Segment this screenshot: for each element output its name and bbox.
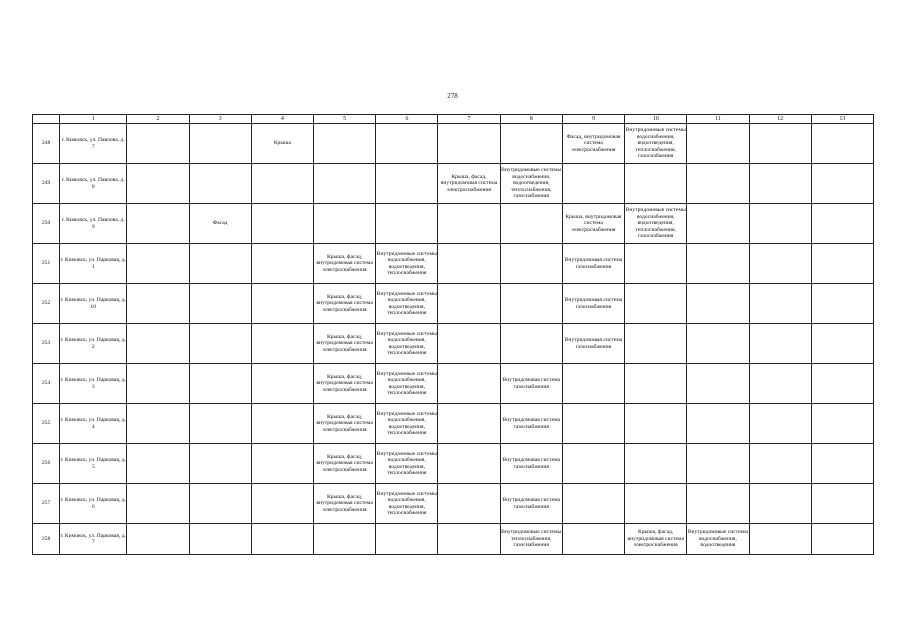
- work-cell: [749, 404, 811, 444]
- work-cell: [687, 364, 749, 404]
- header-cell: 11: [687, 115, 749, 124]
- work-cell: [189, 244, 251, 284]
- work-cell: [438, 444, 500, 484]
- work-cell: Фасад, внутридомовая система электроснабжения: [562, 124, 624, 164]
- header-cell: 1: [60, 115, 127, 124]
- work-cell: Крыша, фасад, внутридомовая система электроснабжения: [313, 324, 375, 364]
- work-cell: [749, 444, 811, 484]
- work-cell: [251, 364, 313, 404]
- work-cell: [376, 204, 438, 244]
- work-cell: [313, 204, 375, 244]
- address-cell: г. Кимовск, ул. Парковая, д. 1: [60, 244, 127, 284]
- table-row: [33, 364, 874, 404]
- work-cell: [127, 244, 189, 284]
- work-cell: [127, 124, 189, 164]
- work-cell: Внутридомовые системы водоснабжения, водоотведения, теплоснабжения, газоснабжения: [500, 164, 562, 204]
- row-number: 256: [33, 444, 60, 484]
- work-cell: [562, 364, 624, 404]
- work-cell: Крыша, фасад, внутридомовая система электроснабжения: [313, 444, 375, 484]
- work-cell: [562, 524, 624, 555]
- work-cell: [127, 204, 189, 244]
- work-cell: [811, 444, 873, 484]
- table-row: [33, 404, 874, 444]
- table-row: [33, 284, 874, 324]
- work-cell: [562, 484, 624, 524]
- page-number: 278: [447, 92, 458, 100]
- work-cell: [251, 404, 313, 444]
- table-row: [33, 444, 874, 484]
- work-cell: [562, 164, 624, 204]
- table-row: [33, 164, 874, 204]
- work-cell: Внутридомовая система газоснабжения: [562, 244, 624, 284]
- work-cell: Крыша, фасад, внутридомовая система электроснабжения: [313, 244, 375, 284]
- row-number: 249: [33, 164, 60, 204]
- work-cell: [811, 404, 873, 444]
- work-cell: Внутридомовые системы теплоснабжения, газоснабжения: [500, 524, 562, 555]
- row-number: 251: [33, 244, 60, 284]
- work-cell: [811, 524, 873, 555]
- work-cell: Крыша, фасад, внутридомовая система электроснабжения: [313, 364, 375, 404]
- table-row: [33, 324, 874, 364]
- work-cell: [500, 324, 562, 364]
- table-row: [33, 524, 874, 555]
- work-cell: [625, 244, 687, 284]
- work-cell: Крыша, фасад, внутридомовая система электроснабжения: [313, 404, 375, 444]
- work-cell: Внутридомовая система газоснабжения: [562, 324, 624, 364]
- work-cell: [562, 404, 624, 444]
- work-cell: [687, 444, 749, 484]
- address-cell: г. Кимовск, ул. Павлова, д. 8: [60, 164, 127, 204]
- work-cell: [749, 244, 811, 284]
- row-number: 258: [33, 524, 60, 555]
- work-cell: [749, 284, 811, 324]
- work-cell: [811, 364, 873, 404]
- work-cell: [438, 484, 500, 524]
- header-cell: 9: [562, 115, 624, 124]
- table-row: [33, 244, 874, 284]
- work-cell: [500, 204, 562, 244]
- header-row: [33, 115, 874, 124]
- work-cell: Внутридомовые системы водоснабжения, водоотведения, теплоснабжения: [376, 444, 438, 484]
- header-cell: 6: [376, 115, 438, 124]
- work-cell: [500, 284, 562, 324]
- work-cell: [189, 484, 251, 524]
- header-cell: 12: [749, 115, 811, 124]
- header-cell: 2: [127, 115, 189, 124]
- table-body: [33, 124, 874, 555]
- work-cell: [189, 284, 251, 324]
- work-cell: Внутридомовые системы водоснабжения, водоотведения, теплоснабжения: [376, 404, 438, 444]
- work-cell: [687, 124, 749, 164]
- work-cell: Внутридомовые системы водоснабжения, водоотведения: [687, 524, 749, 555]
- work-cell: Внутридомовая система газоснабжения: [500, 404, 562, 444]
- work-cell: [127, 484, 189, 524]
- work-cell: Внутридомовые системы водоснабжения, водоотведения, теплоснабжения, газоснабжения: [625, 204, 687, 244]
- work-cell: [189, 444, 251, 484]
- work-cell: [251, 284, 313, 324]
- work-cell: [687, 244, 749, 284]
- address-cell: г. Кимовск, ул. Павлова, д. 9: [60, 204, 127, 244]
- header-cell: 7: [438, 115, 500, 124]
- work-cell: [251, 244, 313, 284]
- row-number: 253: [33, 324, 60, 364]
- table-row: [33, 204, 874, 244]
- address-cell: г. Кимовск, ул. Парковая, д. 6: [60, 484, 127, 524]
- work-cell: [811, 124, 873, 164]
- work-cell: [687, 204, 749, 244]
- row-number: 252: [33, 284, 60, 324]
- row-number: 250: [33, 204, 60, 244]
- work-cell: [500, 124, 562, 164]
- work-cell: [438, 124, 500, 164]
- work-cell: [625, 484, 687, 524]
- work-cell: [189, 364, 251, 404]
- address-cell: г. Кимовск, ул. Парковая, д. 4: [60, 404, 127, 444]
- work-cell: [251, 164, 313, 204]
- work-cell: Внутридомовые системы водоснабжения, водоотведения, теплоснабжения: [376, 364, 438, 404]
- work-cell: [189, 324, 251, 364]
- work-cell: [625, 284, 687, 324]
- work-cell: Внутридомовые системы водоснабжения, водоотведения, теплоснабжения: [376, 324, 438, 364]
- header-cell: 3: [189, 115, 251, 124]
- work-cell: [251, 484, 313, 524]
- work-cell: Внутридомовые системы водоснабжения, водоотведения, теплоснабжения, газоснабжения: [625, 124, 687, 164]
- work-cell: [189, 404, 251, 444]
- work-cell: [438, 524, 500, 555]
- work-cell: [251, 524, 313, 555]
- work-cell: [127, 324, 189, 364]
- work-cell: [376, 164, 438, 204]
- work-cell: [127, 524, 189, 555]
- work-cell: Внутридомовая система газоснабжения: [500, 444, 562, 484]
- work-cell: [313, 124, 375, 164]
- work-cell: Крыша, фасад, внутридомовая система электроснабжения: [438, 164, 500, 204]
- work-cell: Фасад: [189, 204, 251, 244]
- work-cell: [127, 444, 189, 484]
- work-cell: [438, 364, 500, 404]
- work-cell: [687, 324, 749, 364]
- work-cell: [251, 324, 313, 364]
- address-cell: г. Кимовск, ул. Парковая, д. 10: [60, 284, 127, 324]
- work-cell: [438, 404, 500, 444]
- work-cell: [625, 404, 687, 444]
- work-cell: Крыша, фасад, внутридомовая система электроснабжения: [313, 284, 375, 324]
- work-cell: [127, 164, 189, 204]
- work-cell: [251, 204, 313, 244]
- work-cell: [687, 284, 749, 324]
- address-cell: г. Кимовск, ул. Парковая, д. 2: [60, 324, 127, 364]
- row-number: 254: [33, 364, 60, 404]
- work-cell: [313, 164, 375, 204]
- row-number: 257: [33, 484, 60, 524]
- row-number: 255: [33, 404, 60, 444]
- work-cell: [127, 284, 189, 324]
- work-cell: [438, 284, 500, 324]
- work-cell: Внутридомовые системы водоснабжения, водоотведения, теплоснабжения: [376, 484, 438, 524]
- work-cell: [811, 284, 873, 324]
- work-cell: [127, 404, 189, 444]
- work-cell: [189, 124, 251, 164]
- work-cell: [438, 204, 500, 244]
- address-cell: г. Кимовск, ул. Парковая, д. 5: [60, 444, 127, 484]
- address-cell: г. Кимовск, ул. Павлова, д. 7: [60, 124, 127, 164]
- work-cell: [376, 524, 438, 555]
- address-cell: г. Кимовск, ул. Парковая, д. 7: [60, 524, 127, 555]
- work-cell: [811, 244, 873, 284]
- work-cell: [749, 124, 811, 164]
- work-cell: [376, 124, 438, 164]
- work-cell: [811, 204, 873, 244]
- work-cell: [438, 324, 500, 364]
- header-cell-rownum: [33, 115, 60, 124]
- work-cell: Внутридомовая система газоснабжения: [500, 364, 562, 404]
- capital-repair-schedule-table: [32, 114, 874, 555]
- work-cell: [625, 444, 687, 484]
- work-cell: [625, 324, 687, 364]
- work-cell: [749, 364, 811, 404]
- address-cell: г. Кимовск, ул. Парковая, д. 3: [60, 364, 127, 404]
- work-cell: [313, 524, 375, 555]
- work-cell: Крыша, внутридомовая система электроснабжения: [562, 204, 624, 244]
- table-row: [33, 484, 874, 524]
- header-cell: 13: [811, 115, 873, 124]
- work-cell: [189, 164, 251, 204]
- work-cell: Крыша, фасад, внутридомовая система электроснабжения: [625, 524, 687, 555]
- work-cell: [687, 404, 749, 444]
- row-number: 248: [33, 124, 60, 164]
- work-cell: [687, 484, 749, 524]
- work-cell: Крыша: [251, 124, 313, 164]
- work-cell: [811, 484, 873, 524]
- work-cell: [189, 524, 251, 555]
- work-cell: [749, 164, 811, 204]
- work-cell: [625, 364, 687, 404]
- work-cell: [749, 484, 811, 524]
- work-cell: [127, 364, 189, 404]
- work-cell: Внутридомовая система газоснабжения: [562, 284, 624, 324]
- header-cell: 8: [500, 115, 562, 124]
- work-cell: [438, 244, 500, 284]
- work-cell: [625, 164, 687, 204]
- work-cell: [562, 444, 624, 484]
- work-cell: [749, 524, 811, 555]
- table-row: [33, 124, 874, 164]
- work-cell: [811, 164, 873, 204]
- header-cell: 10: [625, 115, 687, 124]
- work-cell: Внутридомовая система газоснабжения: [500, 484, 562, 524]
- work-cell: [749, 324, 811, 364]
- work-cell: [811, 324, 873, 364]
- work-cell: Внутридомовые системы водоснабжения, водоотведения, теплоснабжения: [376, 244, 438, 284]
- work-cell: Крыша, фасад, внутридомовая система электроснабжения: [313, 484, 375, 524]
- work-cell: [500, 244, 562, 284]
- work-cell: [687, 164, 749, 204]
- work-cell: [251, 444, 313, 484]
- header-cell: 5: [313, 115, 375, 124]
- work-cell: Внутридомовые системы водоснабжения, водоотведения, теплоснабжения: [376, 284, 438, 324]
- work-cell: [749, 204, 811, 244]
- header-cell: 4: [251, 115, 313, 124]
